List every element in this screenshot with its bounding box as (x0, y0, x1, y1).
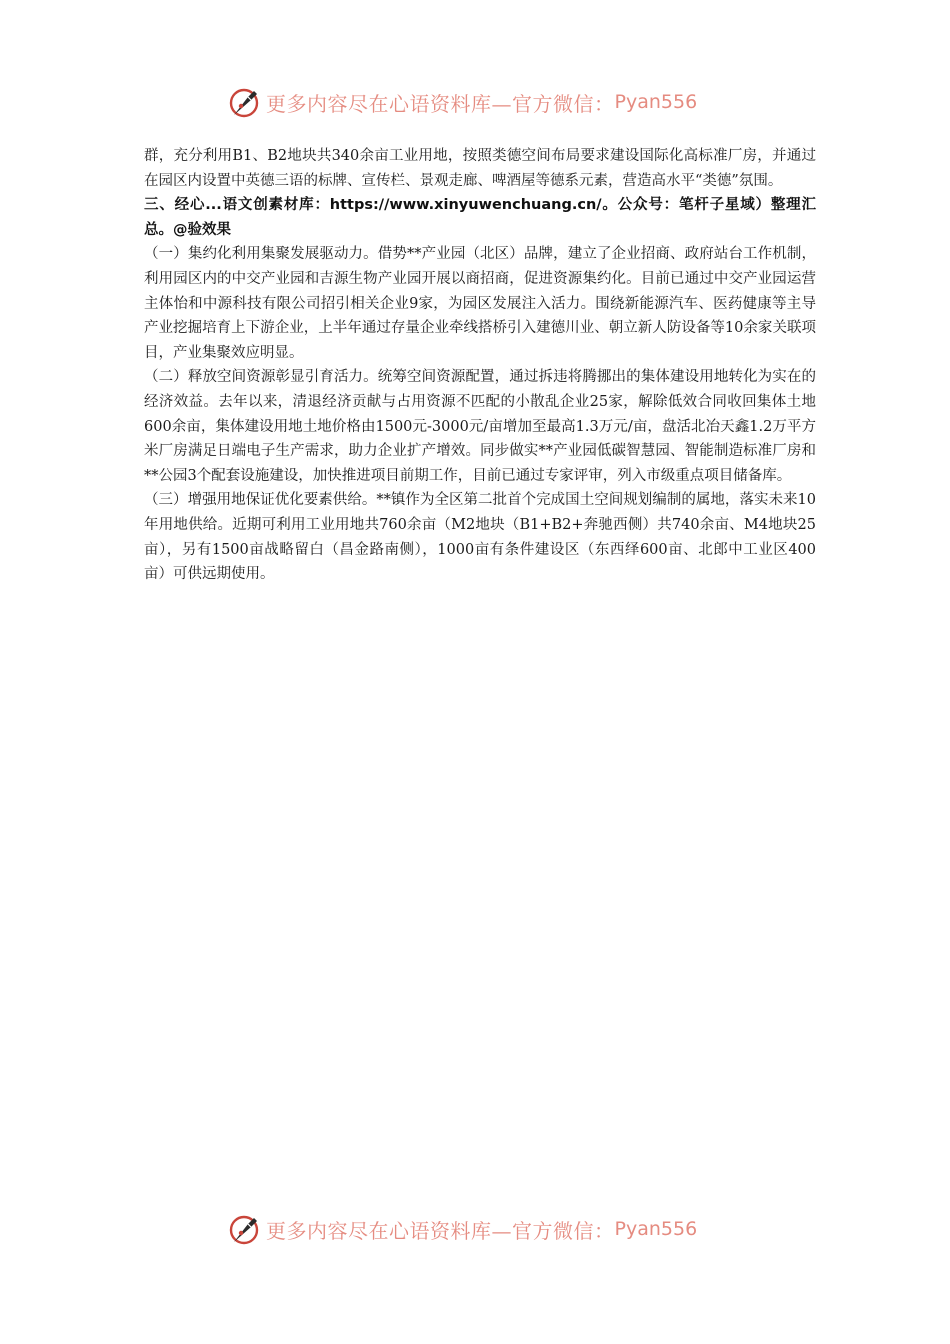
footer-banner (228, 1209, 697, 1249)
footer-wechat-id: Pyan556 (614, 1218, 698, 1240)
footer-banner-text: 更多内容尽在心语资料库—官方微信： (266, 1218, 615, 1243)
paragraph-2: （二）释放空间资源彰显引育活力。统筹空间资源配置，通过拆违将腾挪出的集体建设用地转化为实在的经济效益。去年以来，清退经济贡献与占用资源不匹配的小散乱企业25家，解除低效合同收回集体土地600余亩，集体建设用地土地价格由1500元-3000元/亩增加至最高1.3万元/亩，盘活北冶天鑫1.2万平方米厂房满足日端电子生产需求，助力企业扩产增效。同步做实**产业园低碳智慧园、智能制造标准厂房和**公园3个配套设施建设，加快推进项目前期工作，目前已通过专家评审，列入市级重点项目储备库。 (144, 369, 816, 484)
header-banner-text: 更多内容尽在心语资料库—官方微信： (266, 91, 615, 116)
document-body (144, 144, 816, 587)
intro-paragraph: 群，充分利用B1、B2地块共340余亩工业用地，按照类德空间布局要求建设国际化高标准厂房，并通过在园区内设置中英德三语的标牌、宣传栏、景观走廊、啤酒屋等德系元素，营造高水平“类德”氛围。 (144, 148, 816, 189)
pen-nib-logo-icon (228, 1212, 262, 1246)
paragraph-3: （三）增强用地保证优化要素供给。**镇作为全区第二批首个完成国土空间规划编制的属地，落实未来10年用地供给。近期可利用工业用地共760余亩（M2地块（B1+B2+奔驰西侧）共740余亩、M4地块25亩），另有1500亩战略留白（昌金路南侧），1000亩有条件建设区（东西绎600亩、北郎中工业区400亩）可供远期使用。 (144, 492, 816, 583)
section-heading-3: 三、经心...语文创素材库：https://www.xinyuwenchuang.cn/。公众号：笔杆子星域）整理汇总。@验效果 (144, 197, 816, 238)
pen-nib-logo-icon (228, 85, 262, 119)
paragraph-1: （一）集约化利用集聚发展驱动力。借势**产业园（北区）品牌，建立了企业招商、政府站台工作机制，利用园区内的中交产业园和吉源生物产业园开展以商招商，促进资源集约化。目前已通过中交产业园运营主体怡和中源科技有限公司招引相关企业9家，为园区发展注入活力。围绕新能源汽车、医药健康等主导产业挖掘培育上下游企业，上半年通过存量企业牵线搭桥引入建德川业、朝立新人防设备等10余家关联项目，产业集聚效应明显。 (144, 246, 816, 361)
header-wechat-id: Pyan556 (614, 91, 698, 113)
header-banner (228, 82, 697, 122)
